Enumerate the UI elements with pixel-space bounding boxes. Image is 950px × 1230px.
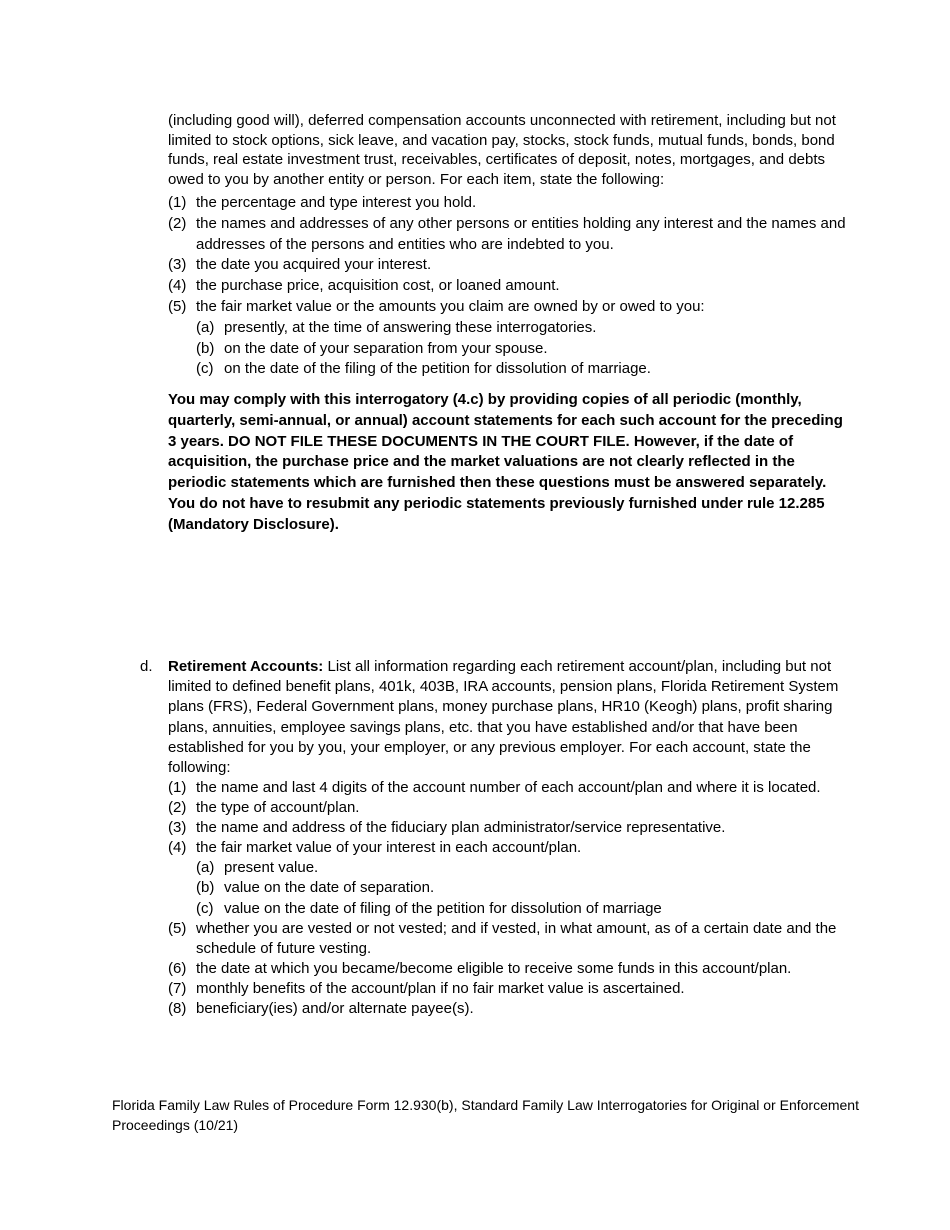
item-text: presently, at the time of answering these interrogatories. <box>224 318 597 336</box>
item-number: (a) <box>196 318 215 336</box>
item-text: the name and last 4 digits of the account number of each account/plan and where it is located. <box>196 779 821 796</box>
list-item <box>168 214 848 256</box>
sub-list-item <box>196 318 848 339</box>
list-item <box>168 959 848 979</box>
item-text: whether you are vested or not vested; and if vested, in what amount, as of a certain date and the schedule of future vesting. <box>196 919 837 957</box>
item-number: (8) <box>168 1000 187 1018</box>
section-c-sublist <box>196 318 848 380</box>
item-number: (6) <box>168 959 187 977</box>
item-text: the type of account/plan. <box>196 799 360 817</box>
list-item <box>168 297 848 380</box>
bold-instruction-note: You may comply with this interrogatory (4.c) by providing copies of all periodic (monthly, quarterly, semi-annual, or annual) account statements for each such account for the preceding 3 years. DO NOT FILE THESE DOCUMENTS IN THE COURT FILE. However, if the date of acquisition, the purchase price and the market valuations are not clearly reflected in the periodic statements which are furnished then these questions must be answered separately. You do not have to resubmit any periodic statements previously furnished under rule 12.285 (Mandatory Disclosure). <box>168 391 843 533</box>
list-item <box>168 999 848 1019</box>
section-d-paragraph <box>168 657 848 778</box>
item-number: (b) <box>196 879 215 897</box>
item-text: value on the date of filing of the petition for dissolution of marriage <box>224 899 662 917</box>
item-number: (c) <box>196 899 214 917</box>
item-number: (4) <box>168 839 187 857</box>
item-number: (c) <box>196 360 214 378</box>
item-text: on the date of your separation from your spouse. <box>224 339 548 357</box>
item-text: the names and addresses of any other persons or entities holding any interest and the names and addresses of the persons and entities who are indebted to you. <box>196 214 846 253</box>
item-text: the fair market value of your interest in each account/plan. <box>196 839 582 857</box>
item-number: (7) <box>168 979 187 997</box>
item-text: monthly benefits of the account/plan if no fair market value is ascertained. <box>196 979 685 997</box>
item-number: (5) <box>168 919 187 937</box>
item-text: the date at which you became/become eligible to receive some funds in this account/plan. <box>196 959 792 977</box>
item-number: (a) <box>196 859 215 877</box>
list-item <box>168 919 848 959</box>
list-item <box>168 838 848 918</box>
sub-list-item <box>196 339 848 360</box>
item-text: the date you acquired your interest. <box>196 256 432 274</box>
item-text: present value. <box>224 859 319 877</box>
item-number: (3) <box>168 256 187 274</box>
sub-list-item <box>196 878 848 898</box>
list-item <box>168 255 848 276</box>
section-d-sublist <box>196 858 848 918</box>
section-c-list <box>168 193 848 380</box>
list-item <box>168 193 848 214</box>
item-text: the name and address of the fiduciary plan administrator/service representative. <box>196 819 726 837</box>
item-number: (1) <box>168 779 187 796</box>
item-number: (2) <box>168 799 187 817</box>
item-text: on the date of the filing of the petition for dissolution of marriage. <box>224 360 651 378</box>
sub-list-item <box>196 899 848 919</box>
list-item <box>168 276 848 297</box>
item-number: (4) <box>168 277 187 295</box>
item-text: beneficiary(ies) and/or alternate payee(s). <box>196 1000 474 1018</box>
page-footer: Florida Family Law Rules of Procedure Form 12.930(b), Standard Family Law Interrogatories for Original or Enforcement Proceedings (10/21) <box>112 1097 859 1133</box>
intro-paragraph: (including good will), deferred compensation accounts unconnected with retirement, including but not limited to stock options, sick leave, and vacation pay, stocks, stock funds, mutual funds, bonds, bond funds, real estate investment trust, receivables, certificates of deposit, notes, mortgages, and debts owed to you by another entity or person. For each item, state the following: <box>168 112 836 188</box>
item-text: value on the date of separation. <box>224 879 435 897</box>
section-d-marker: d. <box>140 658 153 675</box>
section-d-text: List all information regarding each retirement account/plan, including but not limited to defined benefit plans, 401k, 403B, IRA accounts, pension plans, Florida Retirement System plans (FRS), Federal Government plans, money purchase plans, HR10 (Keogh) plans, profit sharing plans, annuities, employee savings plans, etc. that you have established and/or that have been established for you by you, your employer, or any previous employer. For each account, state the following: <box>168 658 839 777</box>
list-item <box>168 818 848 838</box>
item-text: the purchase price, acquisition cost, or loaned amount. <box>196 277 560 295</box>
sub-list-item <box>196 359 848 380</box>
item-number: (b) <box>196 339 215 357</box>
section-d-list <box>168 778 848 1019</box>
section-d-heading: Retirement Accounts: <box>168 658 324 675</box>
item-number: (2) <box>168 214 187 232</box>
list-item <box>168 979 848 999</box>
item-number: (3) <box>168 819 187 837</box>
item-text: the percentage and type interest you hold. <box>196 194 477 211</box>
list-item <box>168 798 848 818</box>
sub-list-item <box>196 858 848 878</box>
item-number: (5) <box>168 297 187 315</box>
item-number: (1) <box>168 194 187 211</box>
item-text: the fair market value or the amounts you claim are owned by or owed to you: <box>196 297 705 315</box>
list-item <box>168 778 848 798</box>
